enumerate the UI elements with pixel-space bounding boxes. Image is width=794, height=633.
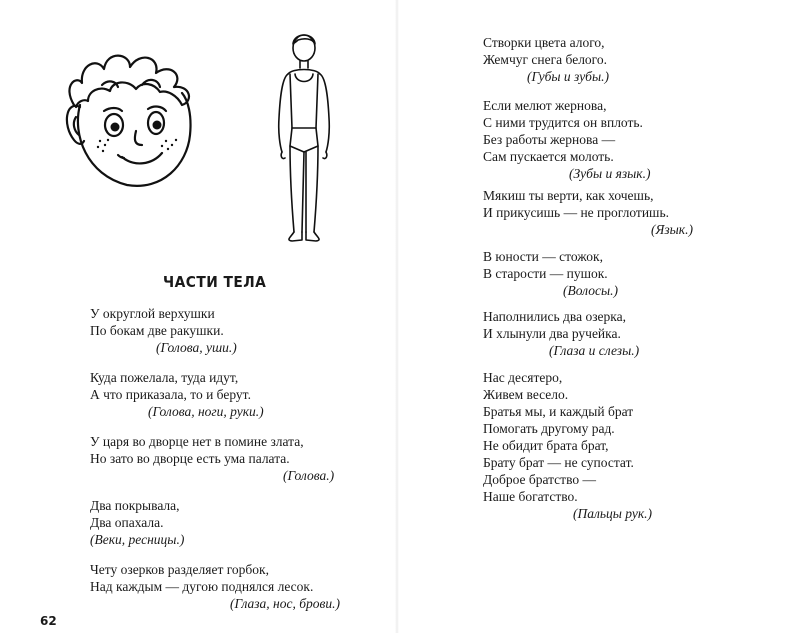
riddle-line: Два покрывала,: [90, 498, 180, 513]
riddle-9: [483, 248, 618, 299]
riddle-line: Над каждым — дугою поднялся лесок.: [90, 579, 314, 594]
riddle-answer: (Зубы и язык.): [569, 166, 651, 181]
section-title: ЧАСТИ ТЕЛА: [163, 273, 267, 291]
riddle-line: Братья мы, и каждый брат: [483, 404, 634, 419]
riddle-answer: (Веки, ресницы.): [90, 532, 185, 547]
riddle-line: А что приказала, то и берут.: [90, 387, 251, 402]
riddle-answer: (Голова, уши.): [156, 340, 237, 355]
riddle-answer: (Глаза, нос, брови.): [230, 596, 340, 611]
riddle-line: Живем весело.: [483, 387, 569, 402]
riddle-line: Наше богатство.: [483, 489, 578, 504]
riddle-answer: (Язык.): [651, 222, 693, 237]
riddle-answer: (Голова, ноги, руки.): [148, 404, 264, 419]
riddle-line: Если мелют жернова,: [483, 98, 607, 113]
riddle-line: Два опахала.: [90, 515, 164, 530]
riddle-7: [483, 97, 650, 182]
riddle-line: Доброе братство —: [483, 472, 596, 487]
riddle-line: В старости — пушок.: [483, 266, 608, 281]
riddle-line: С ними трудится он вплоть.: [483, 115, 643, 130]
page-number: 62: [40, 614, 57, 628]
riddle-11: [483, 369, 652, 522]
riddle-line: По бокам две ракушки.: [90, 323, 224, 338]
riddle-line: Брату брат — не супостат.: [483, 455, 634, 470]
riddle-line: Нас десятеро,: [483, 370, 563, 385]
riddle-line: Куда пожелала, туда идут,: [90, 370, 239, 385]
riddle-1: [90, 305, 237, 356]
riddle-answer: (Голова.): [283, 468, 335, 483]
riddle-line: Сам пускается молоть.: [483, 149, 614, 164]
riddle-line: Не обидит брата брат,: [483, 438, 609, 453]
riddle-5: [90, 561, 340, 612]
riddle-answer: (Глаза и слезы.): [549, 343, 640, 358]
riddle-10: [483, 308, 639, 359]
riddle-line: Но зато во дворце есть ума палата.: [90, 451, 290, 466]
riddle-4: [90, 497, 184, 548]
right-page: [397, 0, 794, 633]
riddle-line: Помогать другому рад.: [483, 421, 615, 436]
riddle-line: У царя во дворце нет в помине злата,: [90, 434, 304, 449]
riddle-line: В юности — стожок,: [483, 249, 603, 264]
riddle-line: И прикусишь — не проглотишь.: [483, 205, 669, 220]
riddle-6: [483, 34, 609, 85]
riddle-2: [90, 369, 264, 420]
riddle-answer: (Губы и зубы.): [527, 69, 609, 84]
riddle-line: И хлынули два ручейка.: [483, 326, 621, 341]
riddle-line: Чету озерков разделяет горбок,: [90, 562, 269, 577]
riddle-answer: (Волосы.): [563, 283, 618, 298]
riddle-line: Жемчуг снега белого.: [483, 52, 608, 67]
standing-boy-illustration: [268, 28, 340, 246]
riddle-line: Створки цвета алого,: [483, 35, 605, 50]
riddle-line: Наполнились два озерка,: [483, 309, 627, 324]
riddle-line: У округлой верхушки: [90, 306, 215, 321]
riddle-line: Без работы жернова —: [483, 132, 616, 147]
riddle-answer: (Пальцы рук.): [573, 506, 653, 521]
boy-face-illustration: [52, 45, 202, 195]
riddle-8: [483, 187, 693, 238]
riddle-line: Мякиш ты верти, как хочешь,: [483, 188, 654, 203]
riddle-3: [90, 433, 334, 484]
